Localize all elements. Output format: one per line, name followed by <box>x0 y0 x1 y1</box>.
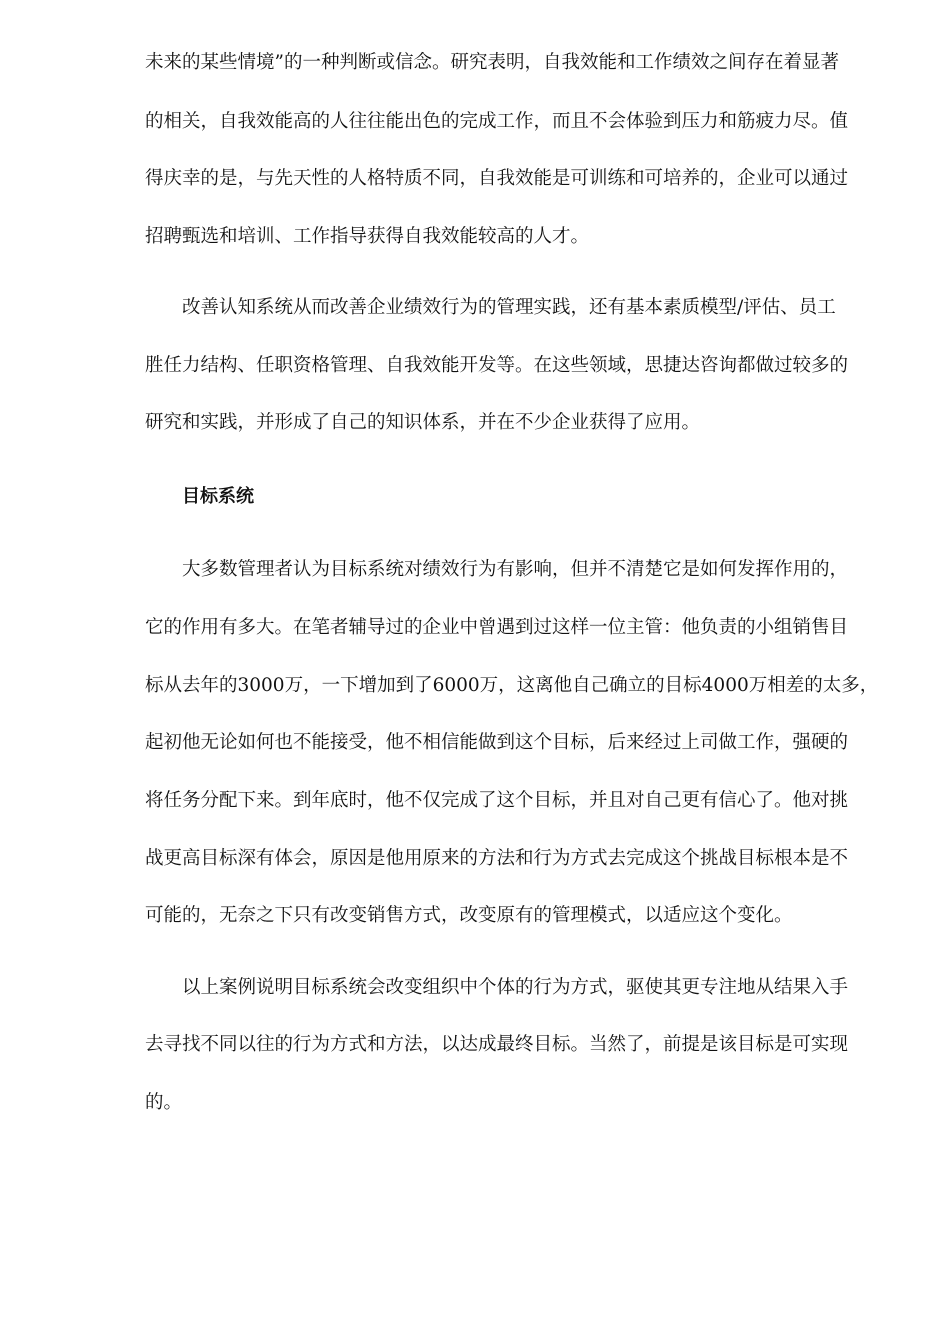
paragraph-3-line-3: 标从去年的3000万，一下增加到了6000万，这离他自己确立的目标4000万相差的太多， <box>145 675 879 696</box>
paragraph-3-line-6: 战更高目标深有体会，原因是他用原来的方法和行为方式去完成这个挑战目标根本是不 <box>145 848 849 869</box>
paragraph-4-line-3: 的。 <box>145 1092 183 1113</box>
paragraph-2-line-2: 胜任力结构、任职资格管理、自我效能开发等。在这些领域，思捷达咨询都做过较多的 <box>145 355 849 376</box>
paragraph-1-line-2: 的相关，自我效能高的人往往能出色的完成工作，而且不会体验到压力和筋疲力尽。值 <box>145 111 849 132</box>
paragraph-3-line-7: 可能的，无奈之下只有改变销售方式，改变原有的管理模式，以适应这个变化。 <box>145 905 793 926</box>
paragraph-3-line-1: 大多数管理者认为目标系统对绩效行为有影响，但并不清楚它是如何发挥作用的， <box>182 559 849 580</box>
paragraph-2-line-1: 改善认知系统从而改善企业绩效行为的管理实践，还有基本素质模型/评估、员工 <box>182 297 836 318</box>
paragraph-3-line-5: 将任务分配下来。到年底时，他不仅完成了这个目标，并且对自己更有信心了。他对挑 <box>145 790 849 811</box>
section-heading: 目标系统 <box>182 486 254 507</box>
paragraph-1-line-1: 未来的某些情境”的一种判断或信念。研究表明，自我效能和工作绩效之间存在着显著 <box>145 52 839 73</box>
paragraph-3-line-4: 起初他无论如何也不能接受，他不相信能做到这个目标，后来经过上司做工作，强硬的 <box>145 732 849 753</box>
paragraph-1-line-3: 得庆幸的是，与先天性的人格特质不同，自我效能是可训练和可培养的，企业可以通过 <box>145 168 849 189</box>
paragraph-2-line-3: 研究和实践，并形成了自己的知识体系，并在不少企业获得了应用。 <box>145 412 701 433</box>
paragraph-1-line-4: 招聘甄选和培训、工作指导获得自我效能较高的人才。 <box>145 226 590 247</box>
paragraph-4-line-1: 以上案例说明目标系统会改变组织中个体的行为方式，驱使其更专注地从结果入手 <box>182 977 849 998</box>
paragraph-3-line-2: 它的作用有多大。在笔者辅导过的企业中曾遇到过这样一位主管：他负责的小组销售目 <box>145 617 849 638</box>
paragraph-4-line-2: 去寻找不同以往的行为方式和方法，以达成最终目标。当然了，前提是该目标是可实现 <box>145 1034 849 1055</box>
